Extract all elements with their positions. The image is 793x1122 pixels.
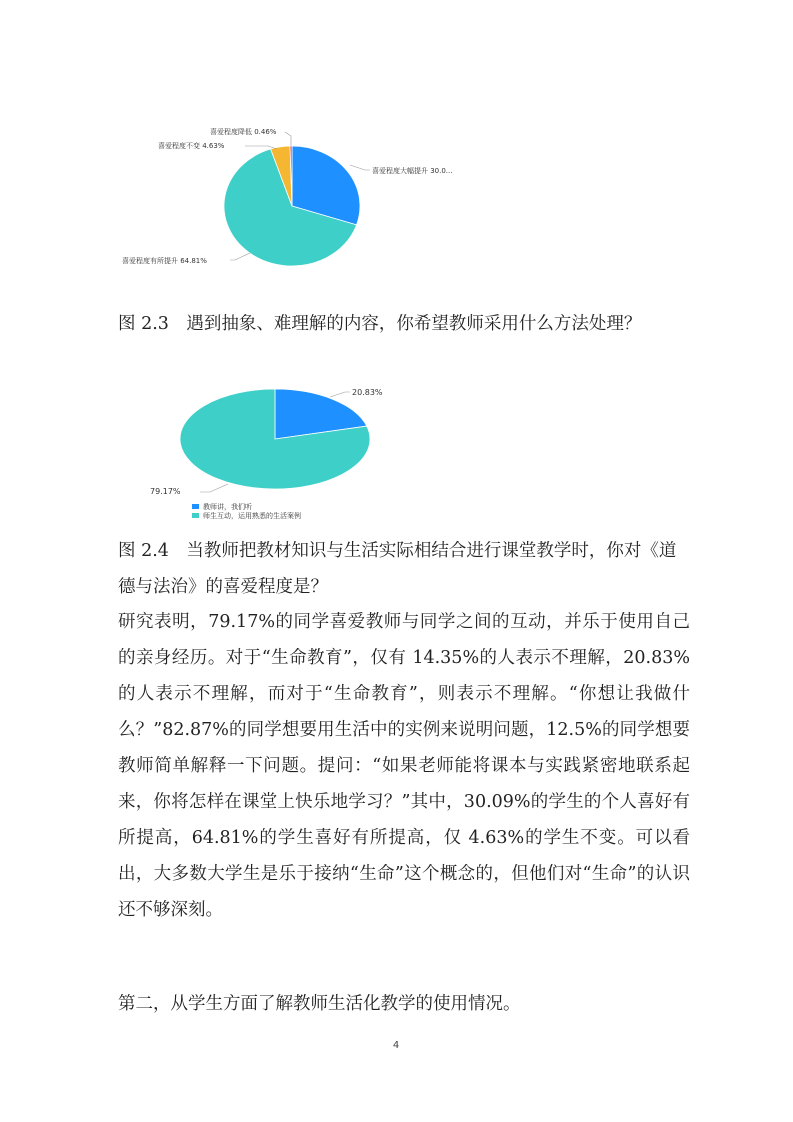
- legend-entry-0: 教师讲，我们听: [203, 503, 252, 511]
- pie1-label-1: 喜爱程度有所提升 64.81%: [122, 257, 207, 265]
- figure-caption-2-3: 图 2.3 遇到抽象、难理解的内容，你希望教师采用什么方法处理？: [118, 314, 642, 334]
- pie2-label-0: 20.83%: [352, 388, 383, 397]
- pie1-label-2: 喜爱程度不变 4.63%: [158, 142, 225, 150]
- legend-swatch-0: [192, 504, 199, 509]
- legend-swatch-1: [192, 513, 199, 518]
- pie2-label-1: 79.17%: [150, 487, 181, 496]
- pie-chart-preference: [122, 118, 480, 273]
- pie1-slices: [224, 146, 360, 266]
- page-number: 4: [392, 1040, 400, 1051]
- figure-caption-2-4: 图 2.4 当教师把教材知识与生活实际相结合进行课堂教学时，你对《道德与法治》的喜爱程度是？: [118, 541, 677, 597]
- pie2-legend: [192, 502, 301, 521]
- legend-entry-1: 师生互动，运用熟悉的生活案例: [203, 512, 301, 520]
- pie1-label-0: 喜爱程度大幅提升 30.0...: [372, 167, 453, 175]
- pie2-slices: [180, 389, 370, 489]
- body-paragraph-2: 第二，从学生方面了解教师生活化教学的使用情况。: [118, 994, 521, 1014]
- pie-chart-method: [140, 380, 470, 520]
- pie1-label-3: 喜爱程度降低 0.46%: [210, 128, 277, 136]
- body-paragraph-1: 研究表明，79.17%的同学喜爱教师与同学之间的互动，并乐于使用自己的亲身经历。对于“生命教育”，仅有 14.35%的人表示不理解，20.83%的人表示不理解，而对于“生命教育”，则表示不理解。“你想让我做什么？”82.87%的同学想要用生活中的实例来说明问题，12.5%的同学想要教师简单解释一下问题。提问：“如果老师能将课本与实践紧密地联系起来，你将怎样在课堂上快乐地学习？”其中，30.09%的学生的个人喜好有所提高，64.81%的学生喜好有所提高，仅 4.63%的学生不变。可以看出，大多数大学生是乐于接纳“生命”这个概念的，但他们对“生命”的认识还不够深刻。: [118, 612, 690, 920]
